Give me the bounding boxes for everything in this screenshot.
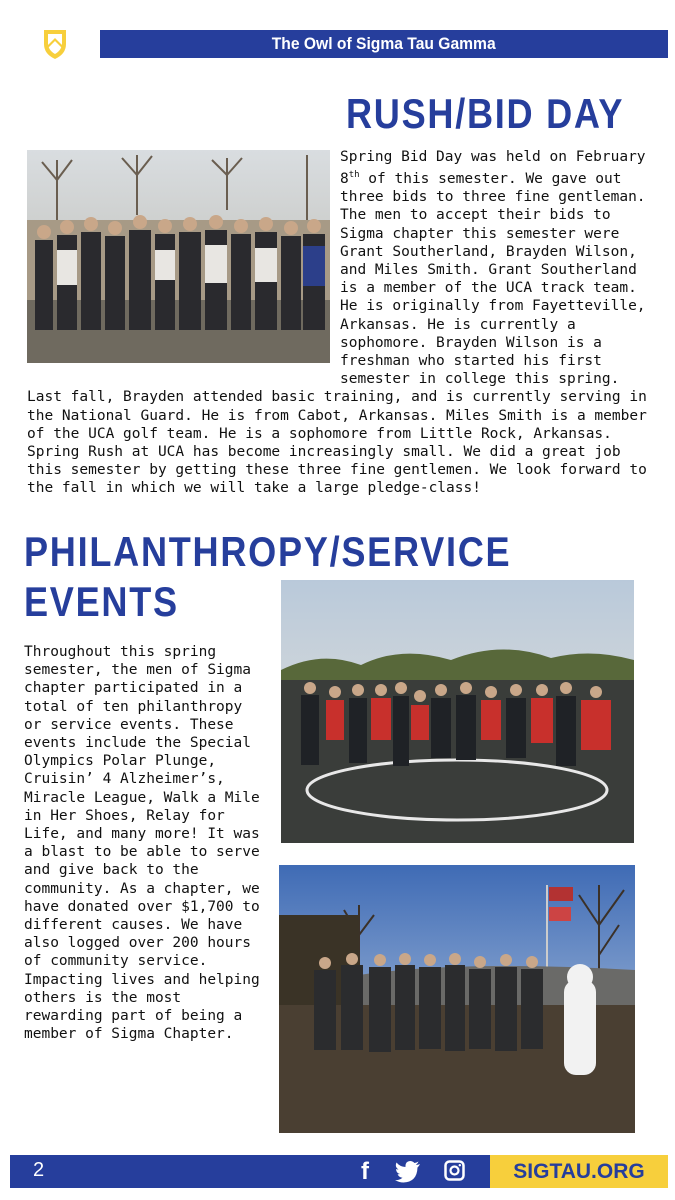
field-group-photo: [281, 580, 634, 843]
website-link[interactable]: SIGTAU.ORG: [513, 1159, 645, 1183]
newsletter-title-bar: [100, 30, 668, 58]
instagram-icon[interactable]: [444, 1160, 465, 1181]
website-box[interactable]: [490, 1155, 668, 1188]
page-top-border: [0, 0, 675, 8]
philanthropy-heading-line2: EVENTS: [24, 578, 179, 625]
newsletter-title: The Owl of Sigma Tau Gamma: [272, 34, 496, 53]
philanthropy-article: Throughout this spring semester, the men of Sigma chapter participated in a total of ten philanthropy or service events. These events include the Special Olympics Polar Plunge, Cruisin’ 4 Alzheimer’s, Miracle League, Walk a Mile in Her Shoes, Relay for Life, and many more! It was a blast to be able to serve and give back to the community. As a chapter, we have donated over $1,700 to different causes. We have also logged over 200 hours of community service. Impacting lives and helping others is the most rewarding part of being a member of Sigma Chapter.: [24, 644, 260, 1043]
winter-group-photo: [279, 865, 635, 1133]
rush-text-sup: th: [348, 170, 360, 181]
facebook-icon[interactable]: f: [361, 1158, 369, 1185]
rush-heading: RUSH/BID DAY: [346, 90, 625, 137]
rush-text-part2: of this semester. We gave out three bids to three fine gentleman. The men to accept their bids to Sigma chapter this semester were Grant Southerland, Brayden Wilson, and Miles Smith. Grant Southerland is a member of the UCA track team. He is originally from Fayetteville, Arkansas. He is currently a sophomore. Brayden Wilson is a freshman who started his first semester in college this spring. Last fall, Brayden attended basic training, and is currently serving in the National Guard. He is from Cabot, Arkansas. Miles Smith is a member of the UCA golf team. He is a sophomore from Little Rock, Arkansas. Spring Rush at UCA has become increasingly small. We did a great job this semester by getting these three fine gentlemen. We look forward to the fall in which we will take a large pledge-class!: [27, 171, 647, 497]
page-number: 2: [33, 1159, 45, 1181]
shield-logo-icon: [42, 28, 68, 60]
philanthropy-heading-line1: PHILANTHROPY/SERVICE: [24, 528, 512, 575]
twitter-icon[interactable]: [395, 1160, 421, 1184]
bid-day-group-photo: [27, 150, 330, 363]
rush-text-part1: Spring Bid Day was held on February 8: [340, 149, 646, 188]
